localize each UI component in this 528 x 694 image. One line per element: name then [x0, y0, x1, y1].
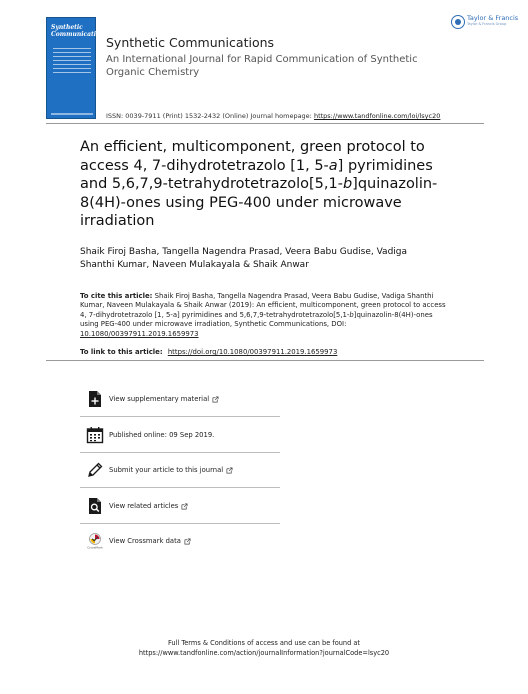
external-link-icon	[184, 538, 191, 545]
issn-text: ISSN: 0039-7911 (Print) 1532-2432 (Online) Journal homepage:	[106, 112, 312, 120]
external-link-icon	[226, 467, 233, 474]
action-divider	[80, 487, 280, 488]
action-divider	[80, 416, 280, 417]
publisher-name: Taylor & Francis	[467, 14, 519, 22]
journal-information-link[interactable]: https://www.tandfonline.com/action/journalInformation?journalCode=lsyc20	[138, 649, 390, 657]
article-authors: Shaik Firoj Basha, Tangella Nagendra Prasad, Veera Babu Gudise, Vadiga Shanthi Kumar, Naveen Mulakayala & Shaik Anwar	[80, 247, 408, 270]
cover-footer-strip	[51, 113, 93, 115]
publisher-logo-icon	[451, 15, 465, 29]
cite-label: To cite this article:	[80, 292, 153, 300]
header-divider	[46, 123, 484, 124]
publisher-logo	[451, 14, 518, 29]
document-plus-icon	[86, 390, 104, 408]
publisher-tagline: Taylor & Francis Group	[467, 22, 507, 26]
content-divider	[46, 360, 484, 361]
svg-text:CrossMark: CrossMark	[87, 545, 103, 550]
action-divider	[80, 523, 280, 524]
cover-text-lines	[53, 48, 91, 76]
journal-cover-image	[46, 17, 108, 119]
published-online-info: Published online: 09 Sep 2019.	[86, 424, 306, 446]
article-doi-link[interactable]: https://doi.org/10.1080/00397911.2019.1659973	[167, 348, 338, 356]
journal-name: Synthetic Communications	[106, 35, 275, 50]
view-crossmark-data-link[interactable]: CrossMark View Crossmark data	[86, 530, 306, 552]
citation-doi-link[interactable]: 10.1080/00397911.2019.1659973	[80, 329, 199, 338]
calendar-icon	[86, 426, 104, 444]
link-label: To link to this article:	[80, 348, 163, 356]
view-related-articles-link[interactable]: View related articles	[86, 495, 306, 517]
citation-block: To cite this article: Shaik Firoj Basha, Tangella Nagendra Prasad, Veera Babu Gudise, Vadiga Shanthi Kumar, Naveen Mulakayala & Shaik Anwar (2019): An efficient, multicomponent, green protocol to access 4, 7-dihydrotetrazolo [1, 5-a] pyrimidines and 5,6,7,9-tetrahydrotetrazolo[5,1-b]quinazolin-8(4H)-ones using PEG-400 under microwave irradiation, Synthetic Communications, DOI: 10.1080/00397911.2019.1659973	[80, 292, 446, 338]
view-supplementary-material-link[interactable]: View supplementary material	[86, 388, 306, 410]
article-title: An efficient, multicomponent, green protocol to access 4, 7-dihydrotetrazolo [1, 5-a] pyrimidines and 5,6,7,9-tetrahydrotetrazolo[5,1-b]quinazolin-8(4H)-ones using PEG-400 under microwave irradiation	[80, 139, 438, 229]
crossmark-icon	[86, 532, 104, 550]
terms-text: Full Terms & Conditions of access and use can be found at	[167, 639, 361, 647]
cover-title: Synthetic Communications	[51, 24, 108, 38]
terms-footer	[0, 638, 528, 658]
external-link-icon	[181, 503, 188, 510]
pencil-icon	[86, 461, 104, 479]
submit-article-link[interactable]: Submit your article to this journal	[86, 459, 306, 481]
document-search-icon	[86, 497, 104, 515]
issn-line	[106, 112, 440, 120]
external-link-icon	[212, 396, 219, 403]
journal-subtitle: An International Journal for Rapid Communication of Synthetic Organic Chemistry	[106, 54, 418, 78]
action-divider	[80, 452, 280, 453]
article-link-line	[80, 348, 337, 356]
journal-homepage-link[interactable]: https://www.tandfonline.com/loi/lsyc20	[313, 112, 441, 120]
